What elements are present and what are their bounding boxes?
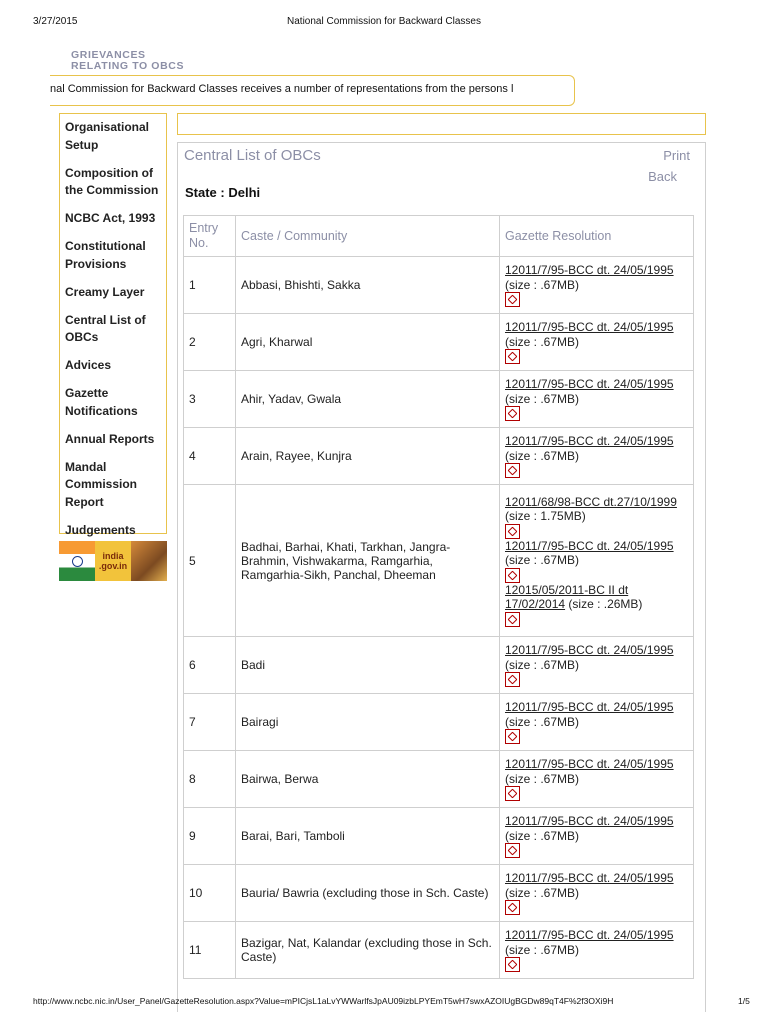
caste-cell: Bauria/ Bawria (excluding those in Sch. Caste) [236,865,500,922]
content-panel [177,142,706,1012]
file-size: (size : .67MB) [505,277,580,292]
resolution-cell [500,485,694,637]
sidebar-item-composition[interactable]: Composition of the Commission [65,165,159,197]
sidebar-item-judgements[interactable]: Judgements [65,522,136,537]
resolution-entry [505,643,688,687]
header-caste: Caste / Community [236,216,500,257]
resolution-link[interactable]: 12011/7/95-BCC dt. 24/05/1995 [505,320,674,334]
banner-photo [131,541,167,581]
file-size: (size : .67MB) [505,657,580,672]
resolution-link[interactable]: 12011/7/95-BCC dt. 24/05/1995 [505,434,674,448]
file-size: (size : .67MB) [505,828,580,843]
resolution-entry [505,495,688,539]
entry-cell: 2 [184,314,236,371]
pdf-icon[interactable] [505,786,520,801]
sidebar-item-central-list[interactable]: Central List of OBCs [65,312,146,344]
resolution-link[interactable]: 12011/7/95-BCC dt. 24/05/1995 [505,643,674,657]
table-row [184,314,694,371]
table-row [184,808,694,865]
table-row [184,865,694,922]
table-row [184,371,694,428]
file-size: (size : .67MB) [505,334,580,349]
sidebar-nav [59,113,167,537]
resolution-link[interactable]: 12011/7/95-BCC dt. 24/05/1995 [505,871,674,885]
entry-cell: 1 [184,257,236,314]
header-entry: Entry No. [184,216,236,257]
resolution-cell [500,257,694,314]
entry-cell: 3 [184,371,236,428]
caste-cell: Arain, Rayee, Kunjra [236,428,500,485]
pdf-icon[interactable] [505,524,520,539]
file-size: (size : 1.75MB) [505,509,586,523]
print-title: National Commission for Backward Classes [287,16,481,27]
file-size: (size : .26MB) [568,597,643,611]
grievances-line2: RELATING TO OBCS [71,60,185,72]
caste-cell: Barai, Bari, Tamboli [236,808,500,865]
sidebar-item-constitutional-provisions[interactable]: Constitutional Provisions [65,239,146,271]
resolution-cell [500,922,694,979]
sidebar-item-creamy-layer[interactable]: Creamy Layer [65,284,145,299]
entry-cell: 8 [184,751,236,808]
caste-cell: Badi [236,637,500,694]
entry-cell: 11 [184,922,236,979]
file-size: (size : .67MB) [505,391,580,406]
pdf-icon[interactable] [505,406,520,421]
state-label: State : Delhi [185,185,261,200]
entry-cell: 4 [184,428,236,485]
pdf-icon[interactable] [505,843,520,858]
resolution-entry [505,434,688,478]
resolution-cell [500,865,694,922]
resolution-entry [505,757,688,801]
pdf-icon[interactable] [505,463,520,478]
logo-line1: india [102,551,124,561]
pdf-icon[interactable] [505,292,520,307]
caste-cell: Bairagi [236,694,500,751]
resolution-link[interactable]: 12011/7/95-BCC dt. 24/05/1995 [505,700,674,714]
back-link[interactable]: Back [648,169,677,184]
resolution-link[interactable]: 12011/68/98-BCC dt.27/10/1999 [505,494,677,509]
pdf-icon[interactable] [505,612,520,627]
resolution-cell [500,751,694,808]
resolution-cell [500,428,694,485]
india-gov-logo [95,541,131,581]
table-row [184,428,694,485]
logo-line2: .gov.in [98,561,128,571]
resolution-entry [505,583,688,627]
table-row [184,694,694,751]
resolution-entry [505,539,688,583]
resolution-link[interactable]: 12011/7/95-BCC dt. 24/05/1995 [505,377,674,391]
file-size: (size : .67MB) [505,714,580,729]
pdf-icon[interactable] [505,568,520,583]
resolution-entry [505,263,688,307]
table-row [184,922,694,979]
resolution-entry [505,928,688,972]
grievances-line1: GRIEVANCES [71,49,146,61]
entry-cell: 7 [184,694,236,751]
top-empty-box [177,113,706,135]
resolution-link[interactable]: 12011/7/95-BCC dt. 24/05/1995 [505,263,674,277]
resolution-link[interactable]: 12015/05/2011-BC II dt 17/02/2014 [505,582,629,611]
grievances-heading[interactable] [71,50,184,72]
entry-cell: 5 [184,485,236,637]
pdf-icon[interactable] [505,957,520,972]
sidebar-item-annual-reports[interactable]: Annual Reports [65,431,155,446]
file-size: (size : .67MB) [505,885,580,900]
caste-cell: Bazigar, Nat, Kalandar (excluding those in Sch. Caste) [236,922,500,979]
sidebar-item-mandal-report[interactable]: Mandal Commission Report [65,459,138,509]
sidebar-item-gazette-notifications[interactable]: Gazette Notifications [65,386,138,418]
flag-image [59,541,95,581]
print-url: http://www.ncbc.nic.in/User_Panel/GazetteResolution.aspx?Value=mPICjsL1aLvYWWarlfsJpAU09izbLPYEmT5wH7swxAZOIUgBGDw89qT4F%2f3OXi9H [33,996,614,1006]
entry-cell: 9 [184,808,236,865]
resolution-entry [505,377,688,421]
resolution-cell [500,808,694,865]
resolution-cell [500,694,694,751]
resolution-cell [500,314,694,371]
table-row [184,751,694,808]
resolution-entry [505,700,688,744]
pdf-icon[interactable] [505,729,520,744]
pdf-icon[interactable] [505,349,520,364]
pdf-icon[interactable] [505,900,520,915]
sidebar-item-organisational-setup[interactable]: Organisational Setup [65,120,150,152]
caste-cell: Abbasi, Bhishti, Sakka [236,257,500,314]
resolution-link[interactable]: 12011/7/95-BCC dt. 24/05/1995 [505,757,674,771]
file-size: (size : .67MB) [505,771,580,786]
sidebar-item-ncbc-act[interactable]: NCBC Act, 1993 [65,211,156,225]
resolution-link[interactable]: 12011/7/95-BCC dt. 24/05/1995 [505,814,674,828]
resolution-entry [505,320,688,364]
resolution-link[interactable]: 12011/7/95-BCC dt. 24/05/1995 [505,538,674,553]
entry-cell: 6 [184,637,236,694]
table-row [184,257,694,314]
caste-cell: Ahir, Yadav, Gwala [236,371,500,428]
page-title: Central List of OBCs [184,147,321,164]
file-size: (size : .67MB) [505,448,580,463]
table-row [184,485,694,637]
table-row [184,637,694,694]
entry-cell: 10 [184,865,236,922]
chakra-icon [72,556,83,567]
table-header-row [184,216,694,257]
marquee-text: nal Commission for Backward Classes receives a number of representations from the persons l [50,83,514,95]
resolution-entry [505,814,688,858]
print-date: 3/27/2015 [33,16,78,27]
caste-cell: Badhai, Barhai, Khati, Tarkhan, Jangra-Brahmin, Vishwakarma, Ramgarhia, Ramgarhia-Sikh, Panchal, Dheeman [236,485,500,637]
file-size: (size : .67MB) [505,942,580,957]
caste-cell: Bairwa, Berwa [236,751,500,808]
caste-cell: Agri, Kharwal [236,314,500,371]
file-size: (size : .67MB) [505,553,580,567]
header-resolution: Gazette Resolution [500,216,694,257]
obc-table [183,215,694,979]
print-link[interactable]: Print [663,148,690,163]
resolution-link[interactable]: 12011/7/95-BCC dt. 24/05/1995 [505,928,674,942]
resolution-entry [505,871,688,915]
sidebar-item-advices[interactable]: Advices [65,358,112,372]
india-gov-banner[interactable] [59,541,167,581]
news-marquee [50,75,575,106]
print-page-number: 1/5 [738,996,750,1006]
resolution-cell [500,637,694,694]
resolution-cell [500,371,694,428]
pdf-icon[interactable] [505,672,520,687]
